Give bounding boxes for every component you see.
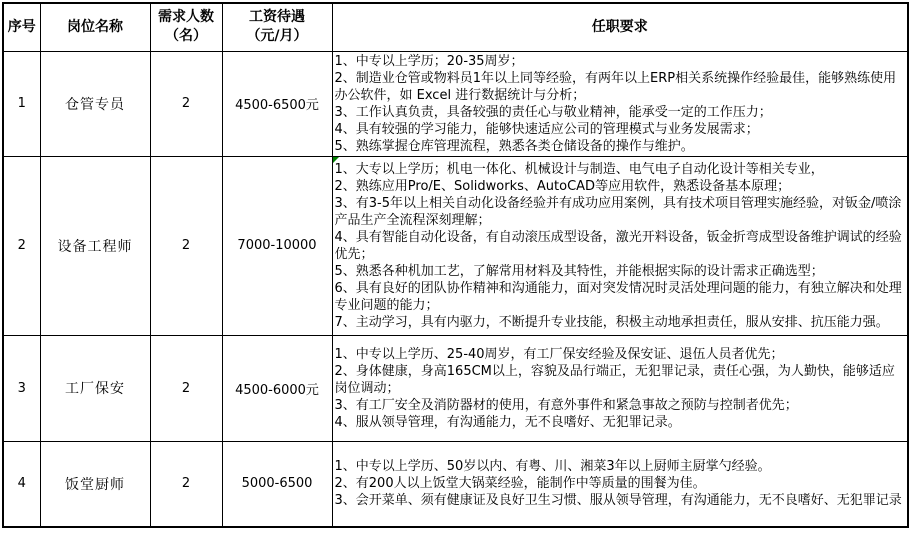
header-salary-line1: 工资待遇 (249, 9, 305, 26)
requirement-item: 6、具有良好的团队协作精神和沟通能力，面对突发情况时灵活处理问题的能力，有独立解决和处理专业问题的能力； (334, 280, 902, 313)
table-row (3, 335, 908, 441)
header-requirements: 任职要求 (332, 3, 908, 51)
requirement-item: 1、中专以上学历；20-35周岁； (334, 53, 524, 69)
header-salary-line2: （元/月） (246, 28, 308, 45)
requirement-item: 7、主动学习，具有内驱力，不断提升专业技能，积极主动地承担责任，服从安排、抗压能力强。 (334, 314, 889, 330)
requirement-item: 2、身体健康，身高165CM以上，容貌及品行端正，无犯罪记录，责任心强，为人勤快，能够适应岗位调动； (334, 363, 895, 396)
requirement-item: 5、熟练掌握仓库管理流程，熟悉各类仓储设备的操作与维护。 (334, 138, 694, 154)
table-row (3, 51, 908, 156)
requirements-cell (332, 51, 908, 156)
header-headcount-line1: 需求人数 (158, 9, 214, 26)
requirement-item: 1、中专以上学历、25-40周岁，有工厂保安经验及保安证、退伍人员者优先； (334, 346, 784, 362)
header-headcount-line2: （名） (165, 28, 207, 45)
salary: 7000-10000 (222, 156, 332, 335)
headcount: 2 (150, 335, 222, 441)
requirement-item: 3、有工厂安全及消防器材的使用，有意外事件和紧急事故之预防与控制者优先； (334, 397, 798, 413)
requirements-cell (332, 156, 908, 335)
requirement-item: 3、有3-5年以上相关自动化设备经验并有成功应用案例，具有技术项目管理实施经验，对钣金/喷涂产品生产全流程深刻理解； (334, 195, 902, 228)
header-position: 岗位名称 (40, 3, 150, 51)
position-name: 仓管专员 (40, 51, 150, 156)
job-requirements-table (2, 2, 909, 528)
header-index: 序号 (3, 3, 40, 51)
requirement-item: 1、中专以上学历、50岁以内、有粤、川、湘菜3年以上厨师主厨掌勺经验。 (334, 459, 771, 475)
position-name: 设备工程师 (40, 156, 150, 335)
requirement-item: 4、具有智能自动化设备，有自动滚压成型设备，激光开料设备，钣金折弯成型设备维护调试的经验优先； (334, 229, 902, 262)
header-salary (222, 3, 332, 51)
requirements-cell (332, 441, 908, 527)
salary: 5000-6500 (222, 441, 332, 527)
headcount: 2 (150, 441, 222, 527)
row-index: 1 (3, 51, 40, 156)
header-row (3, 3, 908, 51)
salary: 4500-6500元 (222, 51, 332, 156)
table-row (3, 441, 908, 527)
requirements-cell (332, 335, 908, 441)
requirement-item: 1、大专以上学历；机电一体化、机械设计与制造、电气电子自动化设计等相关专业， (334, 161, 824, 177)
requirement-item: 4、服从领导管理，有沟通能力，无不良嗜好、无犯罪记录。 (334, 414, 681, 430)
requirement-item: 5、熟悉各种机加工艺，了解常用材料及其特性，并能根据实际的设计需求正确选型； (334, 263, 824, 279)
header-headcount (150, 3, 222, 51)
excel-error-flag-icon (333, 157, 339, 163)
requirement-item: 2、熟练应用Pro/E、Solidworks、AutoCAD等应用软件，熟悉设备基本原理； (334, 178, 791, 194)
headcount: 2 (150, 51, 222, 156)
requirement-item: 4、具有较强的学习能力，能够快速适应公司的管理模式与业务发展需求； (334, 121, 759, 137)
requirement-item: 3、工作认真负责，具备较强的责任心与敬业精神，能承受一定的工作压力； (334, 104, 772, 120)
row-index: 2 (3, 156, 40, 335)
headcount: 2 (150, 156, 222, 335)
requirement-item: 2、有200人以上饭堂大锅菜经验，能制作中等质量的围餐为佳。 (334, 476, 706, 492)
row-index: 4 (3, 441, 40, 527)
salary: 4500-6000元 (222, 335, 332, 441)
position-name: 饭堂厨师 (40, 441, 150, 527)
requirement-item: 2、制造业仓管或物料员1年以上同等经验，有两年以上ERP相关系统操作经验最佳，能够熟练使用办公软件，如 Excel 进行数据统计与分析； (334, 70, 897, 103)
position-name: 工厂保安 (40, 335, 150, 441)
table-row (3, 156, 908, 335)
row-index: 3 (3, 335, 40, 441)
requirement-item: 3、会开菜单、须有健康证及良好卫生习惯、服从领导管理，有沟通能力，无不良嗜好、无犯罪记录 (334, 493, 902, 509)
